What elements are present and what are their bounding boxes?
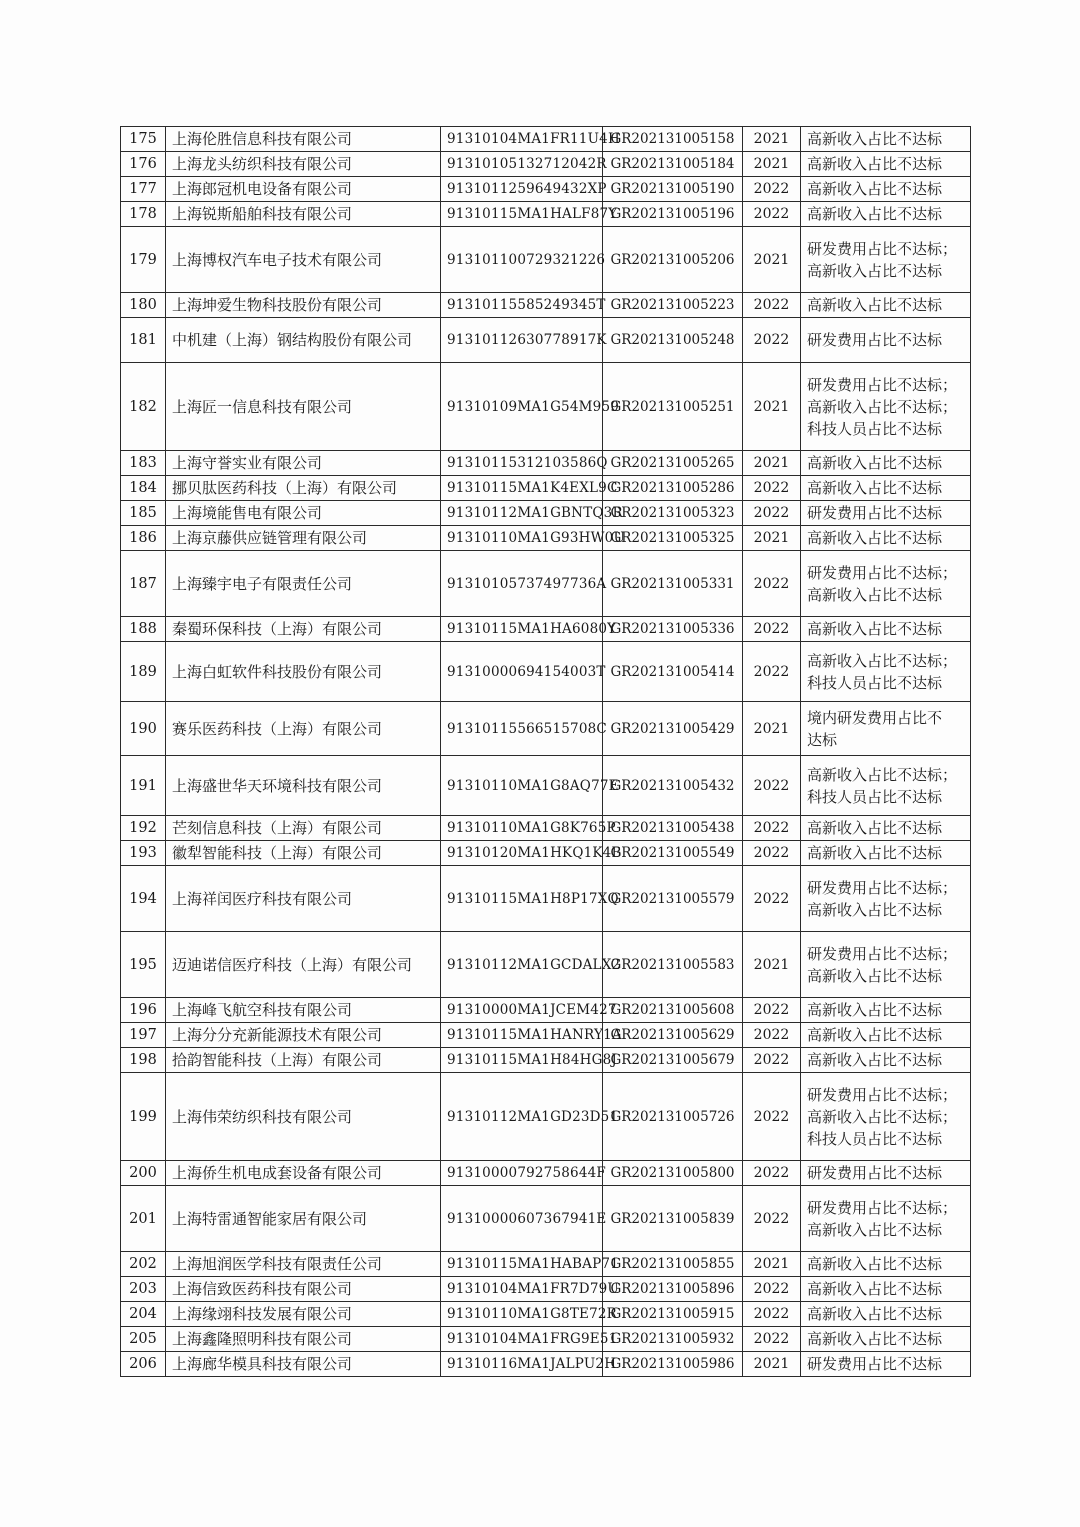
- row-number: 192: [121, 816, 166, 841]
- credit-code: 913101100729321226: [441, 227, 603, 293]
- credit-code: 91310110MA1G8TE72R: [441, 1302, 603, 1327]
- credit-code: 91310115MA1HANRY1A: [441, 1023, 603, 1048]
- credit-code: 91310110MA1G8K765P: [441, 816, 603, 841]
- row-number: 195: [121, 932, 166, 998]
- row-number: 193: [121, 841, 166, 866]
- credit-code: 91310112MA1GD23D51: [441, 1073, 603, 1161]
- year: 2021: [743, 227, 801, 293]
- credit-code: 91310116MA1JALPU2H: [441, 1352, 603, 1377]
- reason: 研发费用占比不达标； 高新收入占比不达标: [801, 551, 971, 617]
- row-number: 205: [121, 1327, 166, 1352]
- row-number: 183: [121, 451, 166, 476]
- table-row: [121, 756, 971, 816]
- reason: 高新收入占比不达标: [801, 841, 971, 866]
- certificate-number: GR202131005190: [603, 177, 743, 202]
- table-row: [121, 501, 971, 526]
- credit-code: 91310115312103586Q: [441, 451, 603, 476]
- reason: 高新收入占比不达标； 科技人员占比不达标: [801, 756, 971, 816]
- table-row: [121, 816, 971, 841]
- row-number: 197: [121, 1023, 166, 1048]
- row-number: 194: [121, 866, 166, 932]
- row-number: 206: [121, 1352, 166, 1377]
- row-number: 180: [121, 293, 166, 318]
- company-name: 上海锐斯船舶科技有限公司: [166, 202, 441, 227]
- credit-code: 91310112MA1GBNTQ3R: [441, 501, 603, 526]
- row-number: 198: [121, 1048, 166, 1073]
- credit-code: 91310115585249345T: [441, 293, 603, 318]
- table-row: [121, 617, 971, 642]
- reason: 高新收入占比不达标: [801, 451, 971, 476]
- row-number: 181: [121, 318, 166, 363]
- certificate-number: GR202131005896: [603, 1277, 743, 1302]
- table-row: [121, 642, 971, 702]
- year: 2022: [743, 551, 801, 617]
- year: 2022: [743, 1161, 801, 1186]
- reason: 高新收入占比不达标: [801, 526, 971, 551]
- table-row: [121, 702, 971, 756]
- year: 2021: [743, 1352, 801, 1377]
- year: 2022: [743, 202, 801, 227]
- reason: 高新收入占比不达标: [801, 816, 971, 841]
- table-row: [121, 177, 971, 202]
- reason: 境内研发费用占比不 达标: [801, 702, 971, 756]
- year: 2021: [743, 1252, 801, 1277]
- credit-code: 91310115MA1HABAP71: [441, 1252, 603, 1277]
- credit-code: 91310105132712042R: [441, 152, 603, 177]
- row-number: 178: [121, 202, 166, 227]
- year: 2022: [743, 841, 801, 866]
- table-row: [121, 476, 971, 501]
- table-row: [121, 227, 971, 293]
- row-number: 187: [121, 551, 166, 617]
- table-row: [121, 202, 971, 227]
- row-number: 200: [121, 1161, 166, 1186]
- table-row: [121, 127, 971, 152]
- company-name: 上海臻宇电子有限责任公司: [166, 551, 441, 617]
- row-number: 186: [121, 526, 166, 551]
- table-row: [121, 932, 971, 998]
- certificate-number: GR202131005800: [603, 1161, 743, 1186]
- row-number: 196: [121, 998, 166, 1023]
- row-number: 182: [121, 363, 166, 451]
- table-row: [121, 866, 971, 932]
- reason: 高新收入占比不达标； 科技人员占比不达标: [801, 642, 971, 702]
- credit-code: 91310104MA1FR11U4H: [441, 127, 603, 152]
- company-name: 上海伟荣纺织科技有限公司: [166, 1073, 441, 1161]
- certificate-number: GR202131005325: [603, 526, 743, 551]
- reason: 高新收入占比不达标: [801, 293, 971, 318]
- certificate-number: GR202131005331: [603, 551, 743, 617]
- certificate-number: GR202131005158: [603, 127, 743, 152]
- year: 2021: [743, 702, 801, 756]
- year: 2021: [743, 451, 801, 476]
- company-name: 迈迪诺信医疗科技（上海）有限公司: [166, 932, 441, 998]
- certificate-number: GR202131005986: [603, 1352, 743, 1377]
- company-name: 中机建（上海）钢结构股份有限公司: [166, 318, 441, 363]
- company-name: 上海白虹软件科技股份有限公司: [166, 642, 441, 702]
- certificate-number: GR202131005432: [603, 756, 743, 816]
- company-name: 上海信致医药科技有限公司: [166, 1277, 441, 1302]
- table-row: [121, 1252, 971, 1277]
- row-number: 184: [121, 476, 166, 501]
- certificate-number: GR202131005429: [603, 702, 743, 756]
- company-name: 上海龙头纺织科技有限公司: [166, 152, 441, 177]
- row-number: 179: [121, 227, 166, 293]
- reason: 研发费用占比不达标； 高新收入占比不达标: [801, 1186, 971, 1252]
- credit-code: 91310115MA1HA6080Y: [441, 617, 603, 642]
- row-number: 199: [121, 1073, 166, 1161]
- credit-code: 91310110MA1G93HW0U: [441, 526, 603, 551]
- year: 2022: [743, 642, 801, 702]
- company-name: 上海伦胜信息科技有限公司: [166, 127, 441, 152]
- company-name: 拾韵智能科技（上海）有限公司: [166, 1048, 441, 1073]
- year: 2022: [743, 293, 801, 318]
- table-row: [121, 363, 971, 451]
- credit-code: 91310115MA1H84HG8J: [441, 1048, 603, 1073]
- credit-code: 91310115MA1H8P17XQ: [441, 866, 603, 932]
- credit-code: 91310000792758644F: [441, 1161, 603, 1186]
- reason: 研发费用占比不达标: [801, 501, 971, 526]
- certificate-number: GR202131005223: [603, 293, 743, 318]
- certificate-number: GR202131005726: [603, 1073, 743, 1161]
- credit-code: 9131011259649432XP: [441, 177, 603, 202]
- table-row: [121, 1186, 971, 1252]
- certificate-number: GR202131005855: [603, 1252, 743, 1277]
- reason: 高新收入占比不达标: [801, 127, 971, 152]
- row-number: 185: [121, 501, 166, 526]
- certificate-number: GR202131005583: [603, 932, 743, 998]
- table-body: [121, 127, 971, 1377]
- reason: 研发费用占比不达标: [801, 318, 971, 363]
- certificate-number: GR202131005679: [603, 1048, 743, 1073]
- row-number: 191: [121, 756, 166, 816]
- certificate-number: GR202131005196: [603, 202, 743, 227]
- company-name: 上海特雷通智能家居有限公司: [166, 1186, 441, 1252]
- certificate-number: GR202131005608: [603, 998, 743, 1023]
- company-name: 上海缘翊科技发展有限公司: [166, 1302, 441, 1327]
- year: 2022: [743, 816, 801, 841]
- reason: 高新收入占比不达标: [801, 1023, 971, 1048]
- year: 2021: [743, 363, 801, 451]
- table-row: [121, 1327, 971, 1352]
- year: 2022: [743, 756, 801, 816]
- company-name: 芒刻信息科技（上海）有限公司: [166, 816, 441, 841]
- certificate-number: GR202131005323: [603, 501, 743, 526]
- certificate-number: GR202131005579: [603, 866, 743, 932]
- year: 2022: [743, 1023, 801, 1048]
- company-name: 上海廊华模具科技有限公司: [166, 1352, 441, 1377]
- table-row: [121, 1023, 971, 1048]
- table-row: [121, 1161, 971, 1186]
- table-row: [121, 451, 971, 476]
- company-name: 挪贝肽医药科技（上海）有限公司: [166, 476, 441, 501]
- table-row: [121, 318, 971, 363]
- credit-code: 91310120MA1HKQ1K4B: [441, 841, 603, 866]
- year: 2021: [743, 152, 801, 177]
- company-name: 上海分分充新能源技术有限公司: [166, 1023, 441, 1048]
- table-row: [121, 1048, 971, 1073]
- reason: 高新收入占比不达标: [801, 1327, 971, 1352]
- reason: 研发费用占比不达标: [801, 1161, 971, 1186]
- reason: 高新收入占比不达标: [801, 617, 971, 642]
- company-name: 上海旭润医学科技有限责任公司: [166, 1252, 441, 1277]
- company-name: 徽犁智能科技（上海）有限公司: [166, 841, 441, 866]
- table-row: [121, 526, 971, 551]
- credit-code: 91310105737497736A: [441, 551, 603, 617]
- company-name: 上海坤爱生物科技股份有限公司: [166, 293, 441, 318]
- credit-code: 91310115MA1HALF87Y: [441, 202, 603, 227]
- reason: 研发费用占比不达标； 高新收入占比不达标: [801, 932, 971, 998]
- year: 2022: [743, 476, 801, 501]
- year: 2022: [743, 1073, 801, 1161]
- year: 2022: [743, 866, 801, 932]
- table-row: [121, 1352, 971, 1377]
- company-name: 上海博权汽车电子技术有限公司: [166, 227, 441, 293]
- row-number: 203: [121, 1277, 166, 1302]
- certificate-number: GR202131005286: [603, 476, 743, 501]
- year: 2021: [743, 127, 801, 152]
- table-row: [121, 551, 971, 617]
- reason: 研发费用占比不达标； 高新收入占比不达标: [801, 227, 971, 293]
- reason: 高新收入占比不达标: [801, 1048, 971, 1073]
- credit-code: 91310110MA1G8AQ77E: [441, 756, 603, 816]
- certificate-number: GR202131005932: [603, 1327, 743, 1352]
- row-number: 201: [121, 1186, 166, 1252]
- year: 2022: [743, 501, 801, 526]
- reason: 高新收入占比不达标: [801, 1302, 971, 1327]
- table-row: [121, 841, 971, 866]
- reason: 高新收入占比不达标: [801, 177, 971, 202]
- reason: 高新收入占比不达标: [801, 1252, 971, 1277]
- year: 2022: [743, 1186, 801, 1252]
- table-row: [121, 152, 971, 177]
- year: 2021: [743, 526, 801, 551]
- company-name: 上海鑫隆照明科技有限公司: [166, 1327, 441, 1352]
- year: 2022: [743, 1302, 801, 1327]
- company-name: 上海盛世华天环境科技有限公司: [166, 756, 441, 816]
- certificate-number: GR202131005251: [603, 363, 743, 451]
- company-name: 上海祥闰医疗科技有限公司: [166, 866, 441, 932]
- credit-code: 91310109MA1G54M959: [441, 363, 603, 451]
- year: 2022: [743, 1048, 801, 1073]
- company-name: 赛乐医药科技（上海）有限公司: [166, 702, 441, 756]
- row-number: 175: [121, 127, 166, 152]
- company-name: 上海匠一信息科技有限公司: [166, 363, 441, 451]
- row-number: 204: [121, 1302, 166, 1327]
- year: 2022: [743, 1327, 801, 1352]
- row-number: 189: [121, 642, 166, 702]
- row-number: 188: [121, 617, 166, 642]
- table-row: [121, 1073, 971, 1161]
- credit-code: 91310000694154003T: [441, 642, 603, 702]
- company-name: 上海境能售电有限公司: [166, 501, 441, 526]
- company-name: 上海守誉实业有限公司: [166, 451, 441, 476]
- reason: 高新收入占比不达标: [801, 202, 971, 227]
- reason: 高新收入占比不达标: [801, 476, 971, 501]
- company-name: 上海峰飞航空科技有限公司: [166, 998, 441, 1023]
- reason: 研发费用占比不达标； 高新收入占比不达标: [801, 866, 971, 932]
- reason: 研发费用占比不达标: [801, 1352, 971, 1377]
- reason: 高新收入占比不达标: [801, 152, 971, 177]
- enterprise-table: [120, 126, 971, 1377]
- credit-code: 91310115MA1K4EXL9C: [441, 476, 603, 501]
- certificate-number: GR202131005184: [603, 152, 743, 177]
- year: 2022: [743, 1277, 801, 1302]
- credit-code: 91310000MA1JCEM427: [441, 998, 603, 1023]
- credit-code: 91310104MA1FRG9E51: [441, 1327, 603, 1352]
- company-name: 秦蜀环保科技（上海）有限公司: [166, 617, 441, 642]
- certificate-number: GR202131005248: [603, 318, 743, 363]
- table-row: [121, 1277, 971, 1302]
- credit-code: 91310104MA1FR7D79U: [441, 1277, 603, 1302]
- row-number: 202: [121, 1252, 166, 1277]
- row-number: 190: [121, 702, 166, 756]
- certificate-number: GR202131005206: [603, 227, 743, 293]
- certificate-number: GR202131005336: [603, 617, 743, 642]
- year: 2022: [743, 177, 801, 202]
- reason: 研发费用占比不达标； 高新收入占比不达标； 科技人员占比不达标: [801, 1073, 971, 1161]
- company-name: 上海郎冠机电设备有限公司: [166, 177, 441, 202]
- year: 2022: [743, 318, 801, 363]
- year: 2021: [743, 932, 801, 998]
- certificate-number: GR202131005265: [603, 451, 743, 476]
- year: 2022: [743, 617, 801, 642]
- table-row: [121, 1302, 971, 1327]
- table-row: [121, 998, 971, 1023]
- certificate-number: GR202131005629: [603, 1023, 743, 1048]
- reason: 高新收入占比不达标: [801, 998, 971, 1023]
- certificate-number: GR202131005414: [603, 642, 743, 702]
- credit-code: 91310115566515708C: [441, 702, 603, 756]
- year: 2022: [743, 998, 801, 1023]
- company-name: 上海侨生机电成套设备有限公司: [166, 1161, 441, 1186]
- certificate-number: GR202131005915: [603, 1302, 743, 1327]
- table-row: [121, 293, 971, 318]
- certificate-number: GR202131005549: [603, 841, 743, 866]
- credit-code: 91310112630778917K: [441, 318, 603, 363]
- reason: 研发费用占比不达标； 高新收入占比不达标； 科技人员占比不达标: [801, 363, 971, 451]
- row-number: 177: [121, 177, 166, 202]
- company-name: 上海京藤供应链管理有限公司: [166, 526, 441, 551]
- certificate-number: GR202131005438: [603, 816, 743, 841]
- certificate-number: GR202131005839: [603, 1186, 743, 1252]
- row-number: 176: [121, 152, 166, 177]
- reason: 高新收入占比不达标: [801, 1277, 971, 1302]
- credit-code: 91310112MA1GCDALX2: [441, 932, 603, 998]
- credit-code: 91310000607367941E: [441, 1186, 603, 1252]
